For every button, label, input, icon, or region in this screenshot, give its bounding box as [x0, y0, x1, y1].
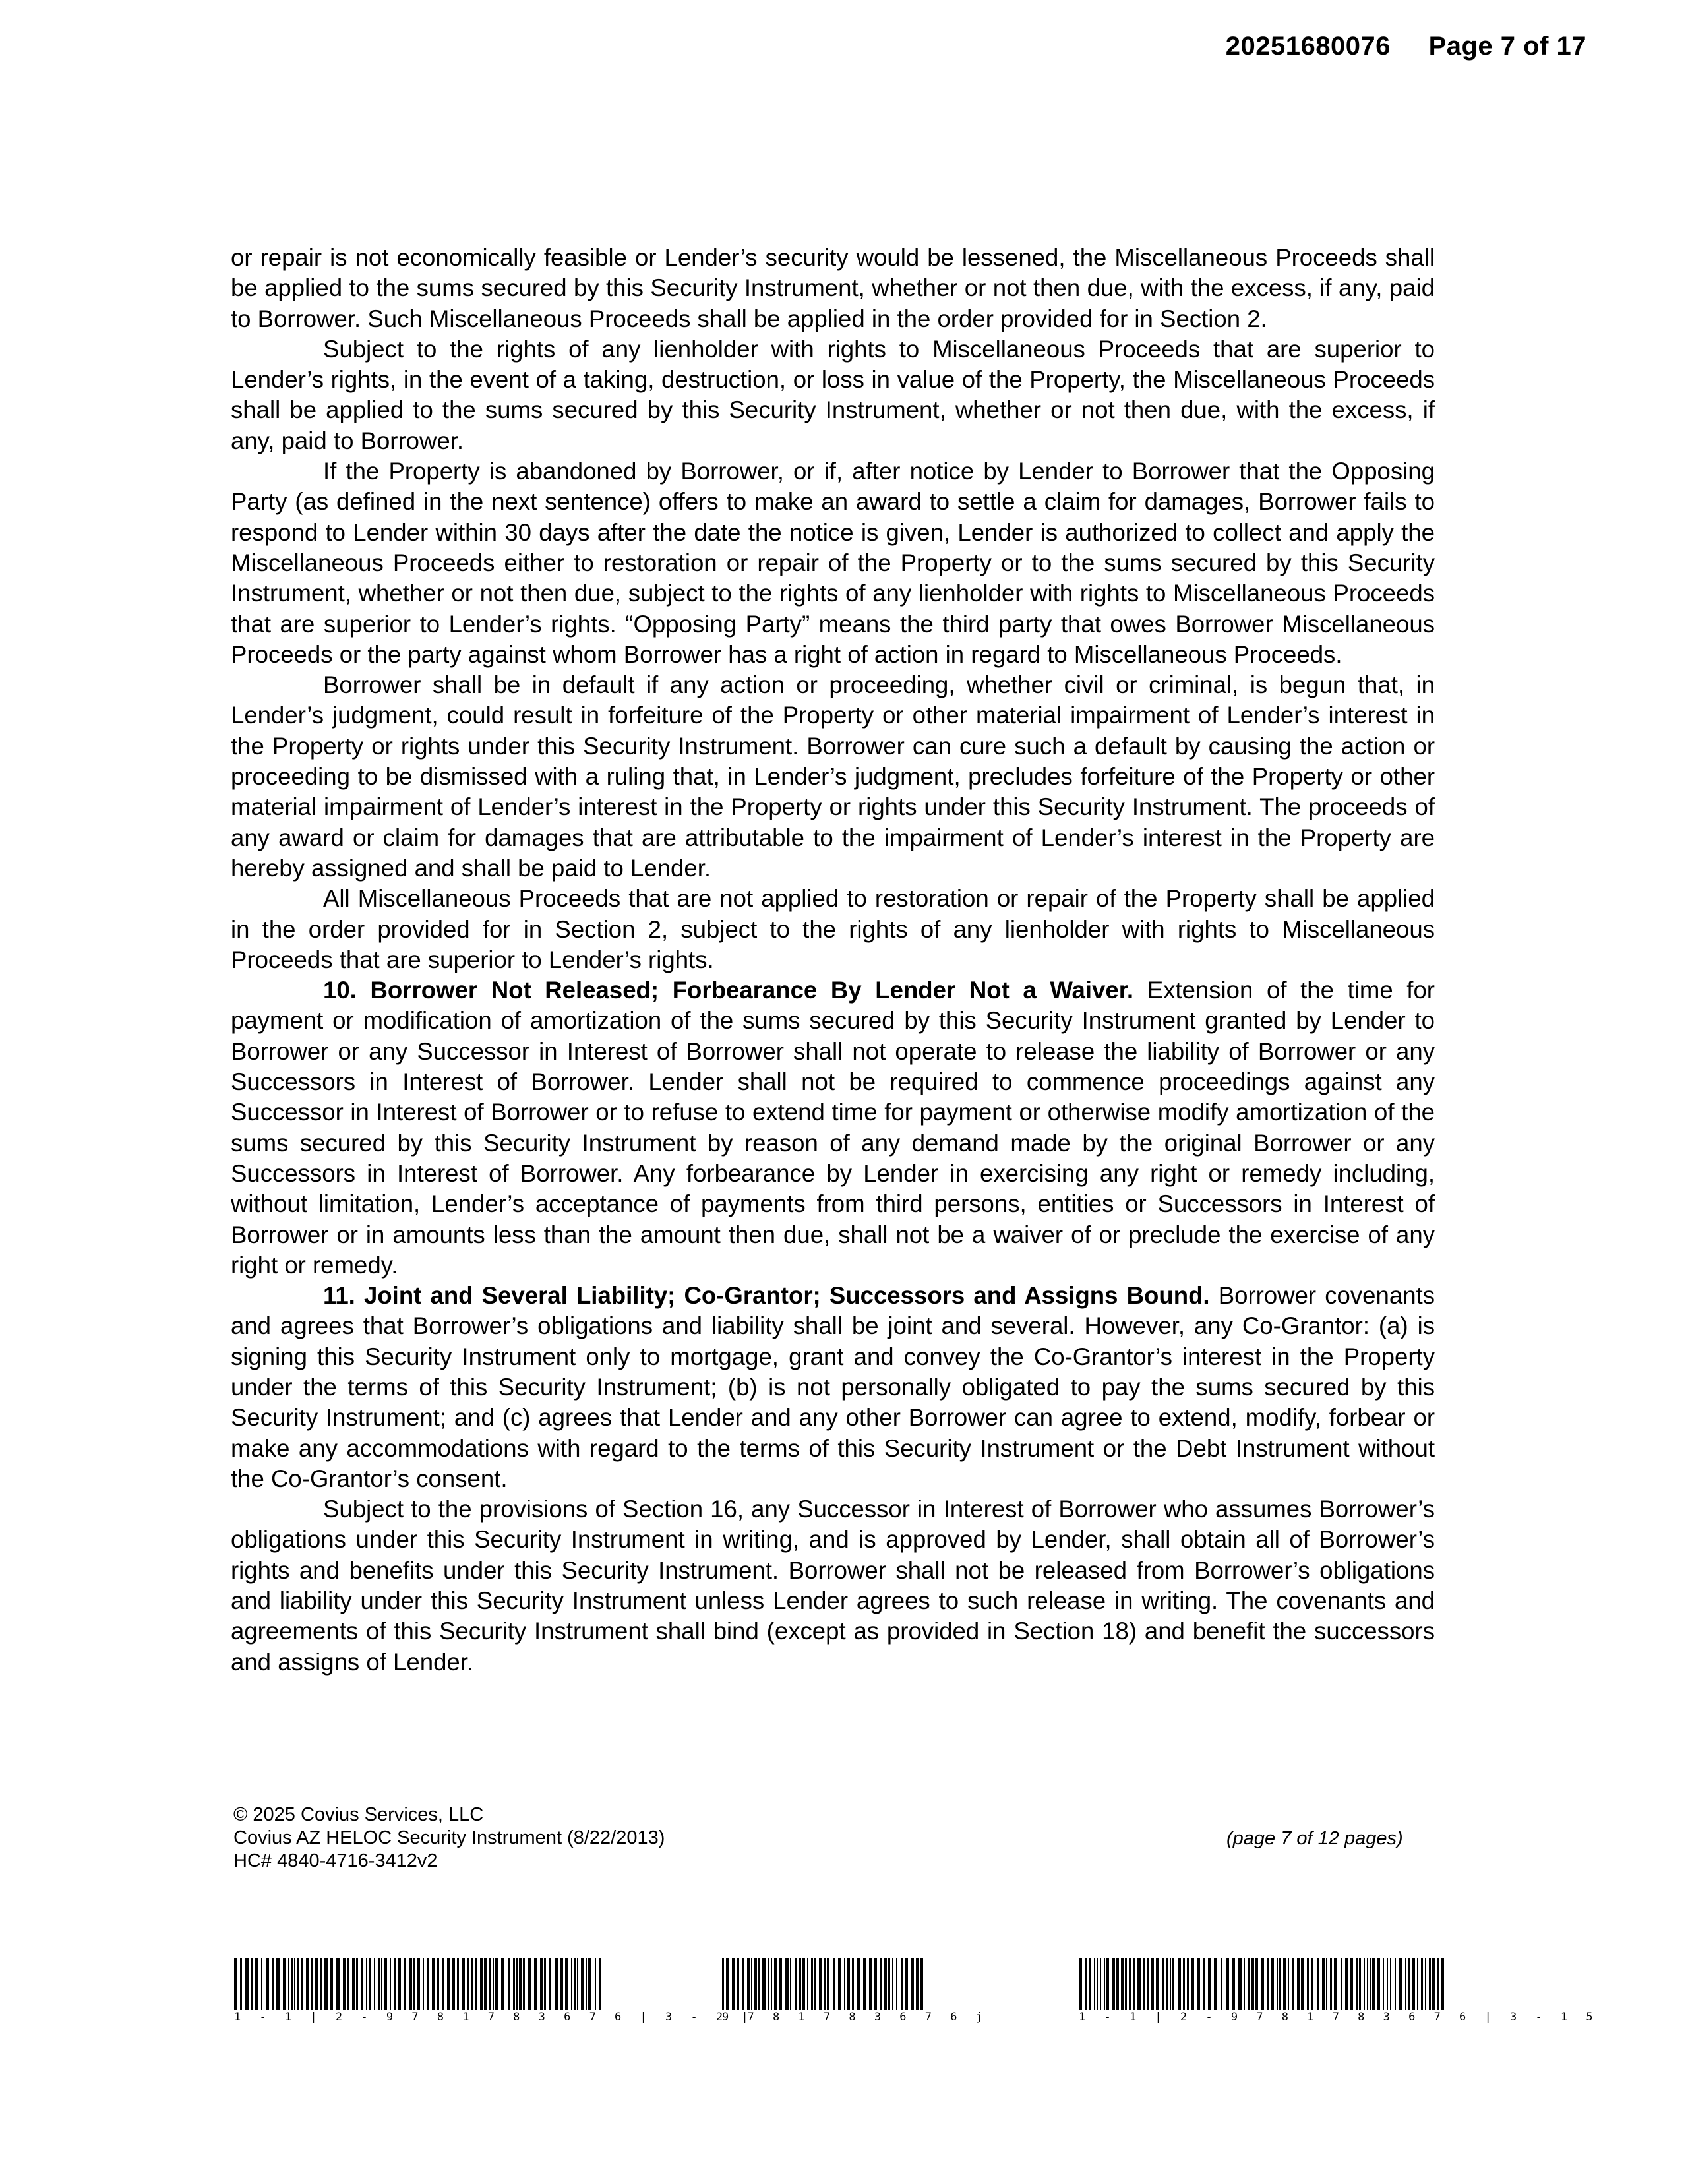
paragraph-text: If the Property is abandoned by Borrower, or if, after notice by Lender to Borrower that the Opposing Party (as defined in the next sentence) offers to make an award to settle a claim for damages, Borrower fails to respond to Lender within 30 days after the date the notice is given, Lender is authorized to collect and apply the Miscellaneous Proceeds either to restoration or repair of the Property or to the sums secured by this Security Instrument, whether or not then due, subject to the rights of any lienholder with rights to Miscellaneous Proceeds that are superior to Lender’s rights. “Opposing Party” means the third party that owes Borrower Miscellaneous Proceeds or the party against whom Borrower has a right of action in regard to Miscellaneous Proceeds.	[231, 458, 1435, 668]
paragraph-text: Extension of the time for payment or modification of amortization of the sums secured by this Security Instrument granted by Lender to Borrower or any Successor in Interest of Borrower shall not operate to release the liability of Borrower or any Successors in Interest of Borrower. Lender shall not be required to commence proceedings against any Successor in Interest of Borrower or to refuse to extend time for payment or otherwise modify amortization of the sums secured by this Security Instrument by reason of any demand made by the original Borrower or any Successors in Interest of Borrower. Any forbearance by Lender in exercising any right or remedy including, without limitation, Lender’s acceptance of payments from third persons, entities or Successors in Interest of Borrower or in amounts less than the amount then due, shall not be a waiver of or preclude the exercise of any right or remedy.	[231, 977, 1435, 1279]
page-header	[1226, 32, 1586, 61]
section-heading: 10. Borrower Not Released; Forbearance By Lender Not a Waiver.	[323, 977, 1134, 1004]
paragraph	[231, 243, 1435, 334]
barcode-1	[234, 1958, 754, 2026]
barcode-text: 1 - 1 | 2 - 9 7 8 1 7 8 3 6 7 6 | 3 - 1 5	[1079, 2011, 1599, 2024]
section-heading: 11. Joint and Several Liability; Co-Grantor; Successors and Assigns Bound.	[323, 1282, 1210, 1310]
page-of-label: (page 7 of 12 pages)	[1226, 1828, 1403, 1849]
barcode-3	[1079, 1958, 1599, 2026]
document-body	[231, 243, 1435, 1678]
paragraph-text: Borrower covenants and agrees that Borrower’s obligations and liability shall be joint and several. However, any Co-Grantor: (a) is signing this Security Instrument only to mortgage, grant and convey the Co-Grantor’s interest in the Property under the terms of this Security Instrument; (b) is not personally obligated to pay the sums secured by this Security Instrument; and (c) agrees that Lender and any other Borrower can agree to extend, modify, forbear or make any accommodations with regard to the terms of this Security Instrument or the Debt Instrument without the Co-Grantor’s consent.	[231, 1282, 1435, 1492]
barcode-2	[722, 1958, 988, 2026]
doc-id: HC# 4840-4716-3412v2	[233, 1850, 438, 1871]
paragraph	[231, 1281, 1435, 1494]
paragraph	[231, 334, 1435, 456]
footer-left	[233, 1804, 665, 1873]
paragraph-text: Subject to the rights of any lienholder with rights to Miscellaneous Proceeds that are superior to Lender’s rights, in the event of a taking, destruction, or loss in value of the Property, the Miscellaneous Proceeds shall be applied to the sums secured by this Security Instrument, whether or not then due, with the excess, if any, paid to Borrower.	[231, 335, 1435, 454]
paragraph	[231, 670, 1435, 884]
copyright: © 2025 Covius Services, LLC	[233, 1804, 484, 1825]
paragraph-text: Subject to the provisions of Section 16, any Successor in Interest of Borrower who assumes Borrower’s obligations under this Security Instrument in writing, and is approved by Lender, shall obtain all of Borrower’s rights and benefits under this Security Instrument. Borrower shall not be released from Borrower’s obligations and liability under this Security Instrument unless Lender agrees to such release in writing. The covenants and agreements of this Security Instrument shall bind (except as provided in Section 18) and benefit the successors and assigns of Lender.	[231, 1496, 1435, 1676]
paragraph-text: Borrower shall be in default if any action or proceeding, whether civil or criminal, is begun that, in Lender’s judgment, could result in forfeiture of the Property or other material impairment of Lender’s interest in the Property or rights under this Security Instrument. Borrower can cure such a default by causing the action or proceeding to be dismissed with a ruling that, in Lender’s judgment, precludes forfeiture of the Property or other material impairment of Lender’s interest in the Property or rights under this Security Instrument. The proceeds of any award or claim for damages that are attributable to the impairment of Lender’s interest in the Property are hereby assigned and shall be paid to Lender.	[231, 671, 1435, 882]
barcode-text: 9 7 8 1 7 8 3 6 7 6 j	[722, 2011, 988, 2024]
barcode-bars	[234, 1958, 603, 2010]
paragraph	[231, 456, 1435, 670]
paragraph-text: All Miscellaneous Proceeds that are not applied to restoration or repair of the Property shall be applied in the order provided for in Section 2, subject to the rights of any lienholder with rights to Miscellaneous Proceeds that are superior to Lender’s rights.	[231, 885, 1435, 973]
document-number: 20251680076	[1225, 32, 1391, 61]
paragraph-text: or repair is not economically feasible or Lender’s security would be lessened, the Miscellaneous Proceeds shall be applied to the sums secured by this Security Instrument, whether or not then due, with the excess, if any, paid to Borrower. Such Miscellaneous Proceeds shall be applied in the order provided for in Section 2.	[231, 244, 1435, 332]
paragraph	[231, 975, 1435, 1281]
barcode-bars	[1079, 1958, 1445, 2010]
paragraph	[231, 1494, 1435, 1678]
paragraph	[231, 884, 1435, 975]
barcode-text: 1 - 1 | 2 - 9 7 8 1 7 8 3 6 7 6 | 3 - 2 |	[234, 2011, 754, 2024]
barcode-bars	[722, 1958, 926, 2010]
form-name: Covius AZ HELOC Security Instrument (8/22/2013)	[233, 1827, 665, 1848]
page-label: Page 7 of 17	[1428, 32, 1586, 61]
